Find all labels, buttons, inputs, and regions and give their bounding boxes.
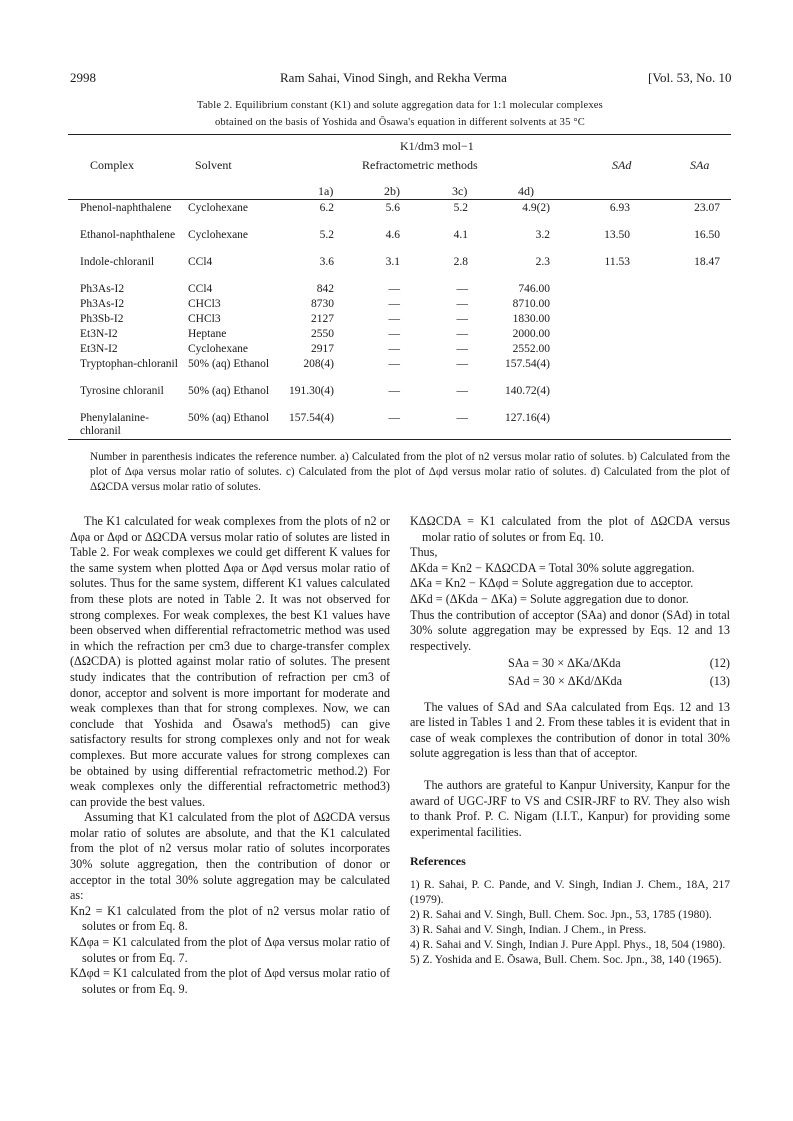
table-row <box>80 358 730 385</box>
table-cell-m3: — <box>456 385 468 397</box>
table-cell-solvent: 50% (aq) Ethanol <box>188 358 270 370</box>
paragraph-results: The K1 calculated for weak complexes from the plots of n2 or Δφa or Δφd or ΔΩCDA versus molar ratio of solutes are listed in Table 2. For weak complexes we could get different K values for the same system when plotted Δφa or Δφd versus molar ratio of solutes. Thus for the same system, different K1 values calculated from these plots are noted in Table 2. It was not observed for strong complexes. For weak complexes, the best K1 values have been observed when differential refractometric method was used in which the refraction per cm3 due to charge-transfer complex (ΔΩCDA) is plotted against molar ratio of solutes. The present study indicates that the contribution of refraction per cm3 of donor, acceptor and solvent is more important for moderate and weak complexes than that for strong complexes. Now, we can conclude that Yoshida and Ōsawa's method5) can give satisfactory results for strong complexes only and not for weak complexes. But more accurate values for strong complexes can be obtained by using differential refractometric method.2) For weak complexes only the differential refractometric method3) can provide the best values. <box>70 514 390 809</box>
page-number: 2998 <box>70 70 96 85</box>
table-cell-m2: — <box>388 412 400 424</box>
aggregation-total: ΔKda = Kn2 − KΔΩCDA = Total 30% solute aggregation. <box>410 560 695 575</box>
table-cell-saa <box>640 298 730 313</box>
table-cell-m1: 2550 <box>311 328 334 340</box>
table-cell-solvent: CCl4 <box>188 256 213 268</box>
table-cell-complex: Et3N-I2 <box>80 343 118 355</box>
table-cell-m4: 8710.00 <box>512 298 550 310</box>
table-row <box>80 256 730 283</box>
table-cell-m2: — <box>388 313 400 325</box>
table-cell-saa <box>640 343 730 358</box>
table-cell-sad <box>560 412 640 439</box>
table-cell-saa: 18.47 <box>694 256 720 268</box>
table-cell-m1: 842 <box>316 283 334 295</box>
table-cell-solvent: Cyclohexane <box>188 343 249 355</box>
table-cell-m2: — <box>388 283 400 295</box>
table-top-rule <box>68 134 731 135</box>
table-cell-m4: 140.72(4) <box>504 385 550 397</box>
table-cell-solvent: Cyclohexane <box>188 202 249 214</box>
table-cell-saa <box>640 412 730 439</box>
table-cell-m2: — <box>388 385 400 397</box>
definition-kn2: Kn2 = K1 calculated from the plot of n2 versus molar ratio of solutes or from Eq. 8. <box>70 903 390 934</box>
equation-13-body: SAd = 30 × ΔKd/ΔKda <box>508 673 623 688</box>
equation-13-number: (13) <box>709 673 730 688</box>
table-row <box>80 328 730 343</box>
table-cell-m2: 4.6 <box>385 229 400 241</box>
table-cell-complex: Ph3Sb-I2 <box>80 313 124 325</box>
table-cell-m2: — <box>388 328 400 340</box>
table-cell-sad <box>560 298 640 313</box>
table-row <box>80 412 730 439</box>
header-saa: SAa <box>690 158 710 172</box>
data-table <box>80 202 730 439</box>
table-cell-m4: 4.9(2) <box>522 202 550 214</box>
table-header-rule <box>68 199 731 200</box>
definition-kphid: KΔφd = K1 calculated from the plot of Δφd versus molar ratio of solutes or from Eq. 9. <box>70 966 390 996</box>
table-cell-m1: 2917 <box>311 343 334 355</box>
table-cell-m2: 5.6 <box>385 202 400 214</box>
left-column <box>70 514 390 997</box>
acknowledgement: The authors are grateful to Kanpur University, Kanpur for the award of UGC-JRF to VS and CSIR-JRF to RV. They also wish to thank Prof. P. C. Nigam (I.I.T., Kanpur) for providing some experimental facilities. <box>410 777 730 839</box>
table-footnote: Number in parenthesis indicates the reference number. a) Calculated from the plot of n2 versus molar ratio of solutes. b) Calculated from the plot of Δφa versus molar ratio of solutes. c) Calculated from the plot of Δφd versus molar ratio of solutes. d) Calculated from the plot of ΔΩCDA versus molar ratio of solutes. <box>90 451 730 493</box>
table-cell-m1: 6.2 <box>319 202 334 214</box>
paragraph-values: The values of SAd and SAa calculated from Eqs. 12 and 13 are listed in Tables 1 and 2. From these tables it is evident that in case of weak complexes the contribution of donor in total 30% solute aggregation is less than that of acceptor. <box>410 699 730 761</box>
table-cell-m4: 746.00 <box>518 283 550 295</box>
table-cell-m4: 2552.00 <box>512 343 550 355</box>
table-row <box>80 385 730 412</box>
reference-4: 4) R. Sahai and V. Singh, Indian J. Pure Appl. Phys., 18, 504 (1980). <box>410 938 726 951</box>
table-cell-complex: Indole-chloranil <box>80 256 155 268</box>
reference-1: 1) R. Sahai, P. C. Pande, and V. Singh, Indian J. Chem., 18A, 217 (1979). <box>410 878 730 906</box>
equation-12-number: (12) <box>709 656 730 671</box>
subheader-method-4: 4d) <box>518 184 534 198</box>
table-cell-m1: 2127 <box>311 313 334 325</box>
running-authors: Ram Sahai, Vinod Singh, and Rekha Verma <box>280 70 507 85</box>
table-bottom-rule <box>68 439 731 440</box>
table-cell-complex: Phenylalanine-chloranil <box>80 412 149 437</box>
table-cell-sad <box>560 358 640 385</box>
table-cell-m3: 4.1 <box>453 229 468 241</box>
header-complex: Complex <box>90 158 134 172</box>
table-row <box>80 298 730 313</box>
table-cell-sad <box>560 313 640 328</box>
table-cell-complex: Tryptophan-chloranil <box>80 358 178 370</box>
table-caption-line-1: Table 2. Equilibrium constant (K1) and solute aggregation data for 1:1 molecular complexes <box>197 100 603 111</box>
table-cell-m4: 127.16(4) <box>504 412 550 424</box>
right-column <box>410 514 730 968</box>
table-cell-m3: — <box>456 358 468 370</box>
aggregation-acceptor: ΔKa = Kn2 − KΔφd = Solute aggregation due to acceptor. <box>410 576 694 591</box>
table-cell-sad <box>560 283 640 298</box>
table-cell-sad: 11.53 <box>604 256 630 268</box>
reference-3: 3) R. Sahai and V. Singh, Indian. J Chem., in Press. <box>410 923 647 936</box>
table-caption <box>70 97 730 131</box>
table-row <box>80 343 730 358</box>
table-cell-complex: Ph3As-I2 <box>80 283 125 295</box>
equation-12 <box>410 656 730 672</box>
table-cell-saa <box>640 328 730 343</box>
table-cell-m3: 5.2 <box>453 202 468 214</box>
table-cell-m2: — <box>388 343 400 355</box>
header-refractometric: Refractometric methods <box>362 158 478 172</box>
reference-2: 2) R. Sahai and V. Singh, Bull. Chem. Soc. Jpn., 53, 1785 (1980). <box>410 908 712 921</box>
contribution-text: Thus the contribution of acceptor (SAa) and donor (SAd) in total 30% solute aggregation may be expressed by Eqs. 12 and 13 respectively. <box>410 607 730 653</box>
table-cell-sad <box>560 385 640 412</box>
table-cell-complex: Phenol-naphthalene <box>80 202 172 214</box>
aggregation-donor: ΔKd = (ΔKda − ΔKa) = Solute aggregation due to donor. <box>410 591 689 606</box>
table-cell-m1: 5.2 <box>319 229 334 241</box>
table-row <box>80 283 730 298</box>
definition-kphia: KΔφa = K1 calculated from the plot of Δφa versus molar ratio of solutes or from Eq. 7. <box>70 935 390 965</box>
table-cell-saa <box>640 385 730 412</box>
table-cell-m3: — <box>456 412 468 424</box>
table-cell-saa <box>640 358 730 385</box>
table-cell-complex: Et3N-I2 <box>80 328 118 340</box>
table-cell-saa: 16.50 <box>694 229 720 241</box>
units-header: K1/dm3 mol−1 <box>400 139 474 153</box>
table-row <box>80 229 730 256</box>
table-cell-solvent: 50% (aq) Ethanol <box>188 385 270 397</box>
paragraph-assumption: Assuming that K1 calculated from the plot of ΔΩCDA versus molar ratio of solutes are absolute, and that the K1 calculated from the plot of n2 versus molar ratio of solutes incorporates 30% solute aggregation, then the contribution of donor or acceptor in the total 30% solute aggregation may be calculated as: <box>70 810 390 903</box>
references-list <box>410 878 730 968</box>
table-cell-m1: 208(4) <box>303 358 334 370</box>
equation-12-body: SAa = 30 × ΔKa/ΔKda <box>508 656 621 671</box>
table-cell-complex: Ph3As-I2 <box>80 298 125 310</box>
table-caption-line-2: obtained on the basis of Yoshida and Ōsawa's equation in different solvents at 35 °C <box>214 117 586 128</box>
header-solvent: Solvent <box>195 158 232 172</box>
table-cell-solvent: CHCl3 <box>188 298 221 310</box>
reference-5: 5) Z. Yoshida and E. Ōsawa, Bull. Chem. Soc. Jpn., 38, 140 (1965). <box>410 953 722 966</box>
table-cell-m2: 3.1 <box>385 256 400 268</box>
table-cell-m3: — <box>456 328 468 340</box>
thus-label: Thus, <box>410 545 438 560</box>
table-cell-m1: 157.54(4) <box>288 412 334 424</box>
table-cell-m1: 191.30(4) <box>288 385 334 397</box>
table-cell-saa: 23.07 <box>694 202 720 214</box>
table-row <box>80 202 730 229</box>
header-sad: SAd <box>612 158 632 172</box>
references-heading: References <box>410 854 466 869</box>
table-cell-sad <box>560 343 640 358</box>
table-cell-m4: 2.3 <box>535 256 550 268</box>
table-cell-solvent: CHCl3 <box>188 313 221 325</box>
table-cell-sad: 6.93 <box>609 202 630 214</box>
table-cell-m2: — <box>388 298 400 310</box>
table-cell-solvent: CCl4 <box>188 283 213 295</box>
table-cell-saa <box>640 313 730 328</box>
table-cell-m3: — <box>456 298 468 310</box>
subheader-method-3: 3c) <box>452 184 468 198</box>
table-cell-m3: — <box>456 283 468 295</box>
table-cell-sad: 13.50 <box>604 229 630 241</box>
table-cell-m3: — <box>456 313 468 325</box>
table-cell-solvent: Cyclohexane <box>188 229 249 241</box>
subheader-method-2: 2b) <box>384 184 400 198</box>
definition-komega: KΔΩCDA = K1 calculated from the plot of ΔΩCDA versus molar ratio of solutes or from Eq. 10. <box>410 514 730 544</box>
subheader-method-1: 1a) <box>318 184 334 198</box>
table-cell-m4: 1830.00 <box>512 313 550 325</box>
table-cell-solvent: Heptane <box>188 328 227 340</box>
table-row <box>80 313 730 328</box>
table-cell-complex: Ethanol-naphthalene <box>80 229 176 241</box>
table-cell-m2: — <box>388 358 400 370</box>
table-cell-saa <box>640 283 730 298</box>
table-cell-sad <box>560 328 640 343</box>
table-cell-m4: 3.2 <box>535 229 550 241</box>
table-cell-m4: 157.54(4) <box>504 358 550 370</box>
equation-13 <box>410 674 730 690</box>
table-cell-m3: 2.8 <box>453 256 468 268</box>
table-cell-complex: Tyrosine chloranil <box>80 385 164 397</box>
table-cell-m1: 3.6 <box>319 256 334 268</box>
table-cell-m1: 8730 <box>311 298 334 310</box>
table-cell-solvent: 50% (aq) Ethanol <box>188 412 270 424</box>
volume-info: [Vol. 53, No. 10 <box>648 70 732 85</box>
table-cell-m4: 2000.00 <box>512 328 550 340</box>
table-cell-m3: — <box>456 343 468 355</box>
